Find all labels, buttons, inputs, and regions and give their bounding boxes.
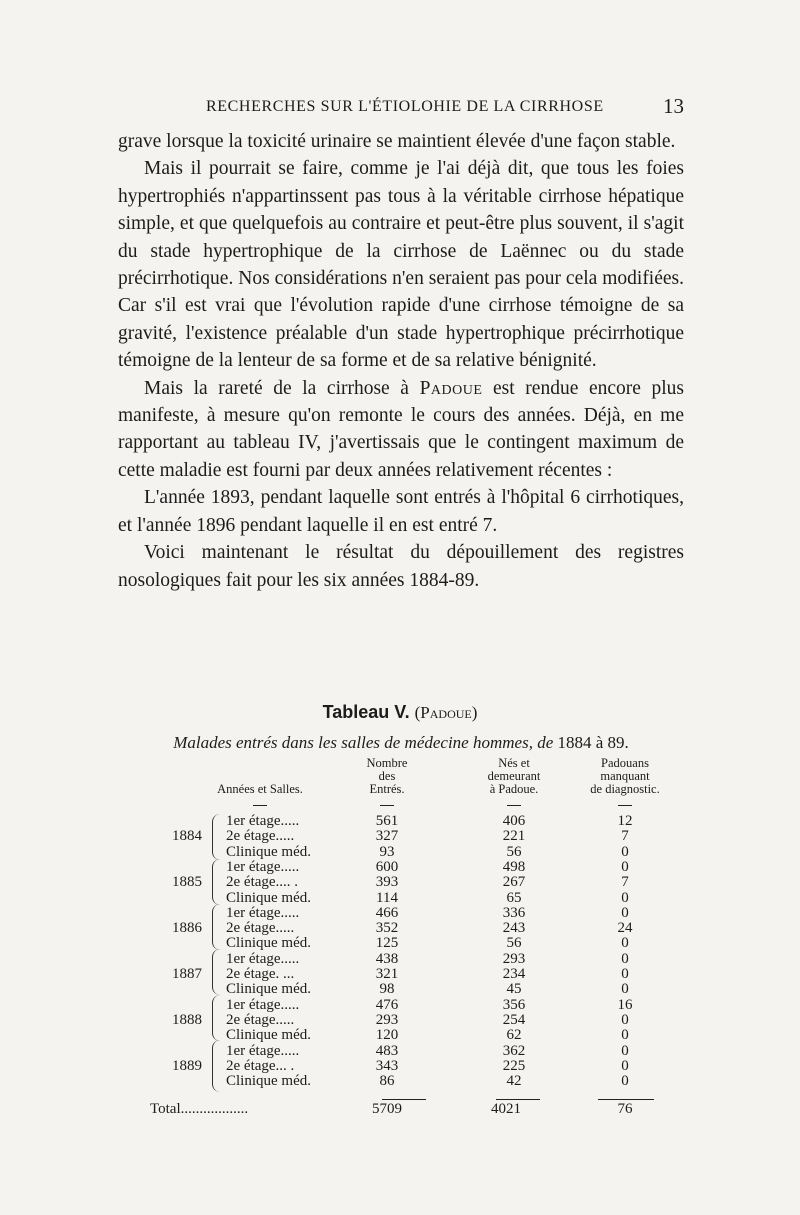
row-born-padua: 234 bbox=[502, 966, 526, 982]
row-label: 2e étage. ... bbox=[226, 966, 295, 982]
row-no-diagnosis: 7 bbox=[621, 874, 629, 891]
table-row bbox=[0, 829, 800, 844]
table-row bbox=[0, 936, 800, 951]
row-entries: 93 bbox=[379, 843, 395, 860]
table-row bbox=[0, 1074, 800, 1089]
row-no-diagnosis: 0 bbox=[621, 889, 629, 906]
row-no-diagnosis: 16 bbox=[617, 996, 633, 1013]
row-born-padua: 498 bbox=[502, 858, 526, 875]
table-row bbox=[0, 1059, 800, 1074]
row-label: Clinique méd. bbox=[226, 1073, 311, 1090]
sum-rule bbox=[382, 1099, 426, 1100]
header-col3-line: manquant bbox=[600, 769, 650, 783]
total-n1: 5709 bbox=[372, 1101, 402, 1117]
row-born-padua: 225 bbox=[502, 1057, 526, 1074]
header-col2-line: à Padoue. bbox=[489, 782, 539, 796]
row-entries: 438 bbox=[375, 950, 399, 967]
row-entries: 561 bbox=[375, 813, 399, 829]
row-label: 2e étage... . bbox=[226, 1057, 295, 1074]
row-entries: 600 bbox=[375, 858, 399, 875]
row-label: 1er étage..... bbox=[226, 904, 300, 921]
row-label: Clinique méd. bbox=[226, 935, 311, 952]
row-entries: 327 bbox=[375, 828, 399, 845]
table-number: Tableau V. bbox=[322, 702, 410, 722]
header-col3-line: Padouans bbox=[601, 756, 649, 770]
header-col3 bbox=[580, 757, 670, 796]
table-caption bbox=[118, 733, 684, 753]
row-label: 1er étage..... bbox=[226, 996, 300, 1013]
header-col1-line: Nombre bbox=[366, 756, 408, 770]
row-entries: 114 bbox=[376, 889, 398, 906]
caption-text: Malades entrés dans les salles de médecine hommes, de bbox=[173, 733, 554, 752]
row-label: 1er étage..... bbox=[226, 813, 300, 829]
row-no-diagnosis: 0 bbox=[621, 966, 629, 982]
paragraph-5: Voici maintenant le résultat du dépouillement des registres nosologiques fait pour les six années 1884-89. bbox=[118, 542, 684, 591]
paragraph-4: L'année 1893, pendant laquelle sont entrés à l'hôpital 6 cirrhotiques, et l'année 1896 pendant laquelle il en est entré 7. bbox=[118, 487, 684, 536]
row-born-padua: 56 bbox=[506, 843, 522, 860]
header-rule bbox=[618, 805, 632, 806]
page-number: 13 bbox=[663, 94, 684, 118]
sum-rule bbox=[496, 1099, 540, 1100]
running-head bbox=[118, 96, 684, 120]
row-no-diagnosis: 0 bbox=[621, 950, 629, 967]
row-no-diagnosis: 0 bbox=[621, 1073, 629, 1090]
sum-rule bbox=[598, 1099, 654, 1100]
row-born-padua: 221 bbox=[502, 828, 526, 845]
row-no-diagnosis: 0 bbox=[621, 1057, 629, 1074]
body-text bbox=[118, 128, 684, 594]
row-born-padua: 356 bbox=[502, 996, 526, 1013]
row-no-diagnosis: 0 bbox=[621, 1011, 629, 1028]
header-col2-line: demeurant bbox=[487, 769, 541, 783]
running-title: RECHERCHES SUR L'ÉTIOLOHIE DE LA CIRRHOSE bbox=[206, 98, 604, 115]
row-entries: 293 bbox=[375, 1011, 399, 1028]
paragraph-3-start: Mais la rareté de la cirrhose à bbox=[144, 377, 409, 399]
row-year: 1886 bbox=[172, 919, 202, 936]
header-rule bbox=[507, 805, 521, 806]
header-rule bbox=[380, 805, 394, 806]
row-label: Clinique méd. bbox=[226, 1027, 311, 1044]
row-born-padua: 362 bbox=[502, 1042, 526, 1059]
row-no-diagnosis: 0 bbox=[621, 843, 629, 860]
table-title bbox=[0, 702, 800, 723]
row-year: 1885 bbox=[172, 873, 202, 890]
row-entries: 466 bbox=[375, 904, 399, 921]
row-entries: 393 bbox=[375, 874, 399, 891]
paragraph-2: Mais il pourrait se faire, comme je l'ai déjà dit, que tous les foies hypertrophiés n'appartinssent pas tous à la véritable cirrhose hépatique simple, et que quelquefois au contraire et peut-être plus souvent, il s'agit du stade hypertrophique de la cirrhose de Laënnec ou du stade précirrhotique. Nos considérations n'en seraient pas pour cela modifiées. Car s'il est vrai que l'évolution rapide d'une cirrhose témoigne de sa gravité, l'existence préalable d'un stade hypertrophique précirrhotique témoigne de la lenteur de sa forme et de sa relative bénignité. bbox=[118, 158, 684, 372]
row-label: Clinique méd. bbox=[226, 889, 311, 906]
row-born-padua: 62 bbox=[506, 1027, 522, 1044]
header-col2-line: Nés et bbox=[498, 756, 530, 770]
table-row bbox=[0, 1028, 800, 1043]
row-born-padua: 243 bbox=[502, 920, 526, 937]
row-year: 1887 bbox=[172, 965, 202, 982]
table-place: (Padoue) bbox=[414, 703, 478, 722]
row-label: Clinique méd. bbox=[226, 981, 311, 998]
row-label: 1er étage..... bbox=[226, 950, 300, 967]
caption-range: 1884 à 89. bbox=[557, 733, 629, 752]
paragraph-3-end: est rendue encore plus manifeste, à mesure qu'on remonte le cours des années. Déjà, en me rapportant au tableau IV, j'avertissais que le contingent maximum de cette maladie est fourni par deux années relativement récentes : bbox=[118, 377, 685, 481]
row-entries: 98 bbox=[379, 981, 395, 998]
row-born-padua: 293 bbox=[502, 950, 526, 967]
total-n3: 76 bbox=[617, 1101, 633, 1117]
row-entries: 483 bbox=[375, 1042, 399, 1059]
header-col1-line: Entrés. bbox=[369, 782, 405, 796]
paragraph-1: grave lorsque la toxicité urinaire se maintient élevée d'une façon stable. bbox=[118, 131, 676, 152]
total-n2: 4021 bbox=[491, 1101, 521, 1117]
row-entries: 321 bbox=[375, 966, 399, 982]
row-label: 1er étage..... bbox=[226, 1042, 300, 1059]
row-no-diagnosis: 24 bbox=[617, 920, 633, 937]
row-entries: 86 bbox=[379, 1073, 395, 1090]
header-col3-line: de diagnostic. bbox=[590, 782, 660, 796]
row-entries: 343 bbox=[375, 1057, 399, 1074]
header-col1 bbox=[342, 757, 432, 796]
header-rule bbox=[253, 805, 267, 806]
row-no-diagnosis: 0 bbox=[621, 1027, 629, 1044]
table-row bbox=[0, 1013, 800, 1028]
header-label: Années et Salles. bbox=[217, 782, 303, 796]
row-no-diagnosis: 0 bbox=[621, 981, 629, 998]
row-born-padua: 65 bbox=[506, 889, 522, 906]
row-no-diagnosis: 0 bbox=[621, 935, 629, 952]
paragraph-3 bbox=[118, 375, 684, 485]
row-no-diagnosis: 0 bbox=[621, 1042, 629, 1059]
row-born-padua: 336 bbox=[502, 904, 526, 921]
row-entries: 476 bbox=[375, 996, 399, 1013]
row-entries: 352 bbox=[375, 920, 399, 937]
total-label: Total.................. bbox=[150, 1101, 249, 1117]
row-entries: 120 bbox=[375, 1027, 399, 1044]
place-name: Padoue bbox=[419, 377, 483, 399]
row-no-diagnosis: 0 bbox=[621, 904, 629, 921]
table-row bbox=[0, 875, 800, 890]
row-year: 1889 bbox=[172, 1057, 202, 1074]
row-born-padua: 42 bbox=[506, 1073, 522, 1090]
table-row bbox=[0, 982, 800, 997]
table-row bbox=[0, 967, 800, 982]
table-row bbox=[0, 921, 800, 936]
row-no-diagnosis: 0 bbox=[621, 858, 629, 875]
row-label: 2e étage..... bbox=[226, 828, 295, 845]
row-no-diagnosis: 7 bbox=[621, 828, 629, 845]
row-label: 2e étage..... bbox=[226, 1011, 295, 1028]
header-col2 bbox=[464, 757, 564, 796]
row-label: 2e étage.... . bbox=[226, 874, 299, 891]
row-entries: 125 bbox=[375, 935, 399, 952]
table-row bbox=[0, 845, 800, 860]
row-born-padua: 56 bbox=[506, 935, 522, 952]
row-born-padua: 406 bbox=[502, 813, 526, 829]
table-row bbox=[0, 891, 800, 906]
row-born-padua: 254 bbox=[502, 1011, 526, 1028]
row-no-diagnosis: 12 bbox=[617, 813, 633, 829]
row-born-padua: 267 bbox=[502, 874, 526, 891]
row-label: Clinique méd. bbox=[226, 843, 311, 860]
row-year: 1888 bbox=[172, 1011, 202, 1028]
row-label: 1er étage..... bbox=[226, 858, 300, 875]
row-year: 1884 bbox=[172, 828, 202, 844]
header-col1-line: des bbox=[378, 769, 396, 783]
row-label: 2e étage..... bbox=[226, 920, 295, 937]
row-born-padua: 45 bbox=[506, 981, 522, 998]
